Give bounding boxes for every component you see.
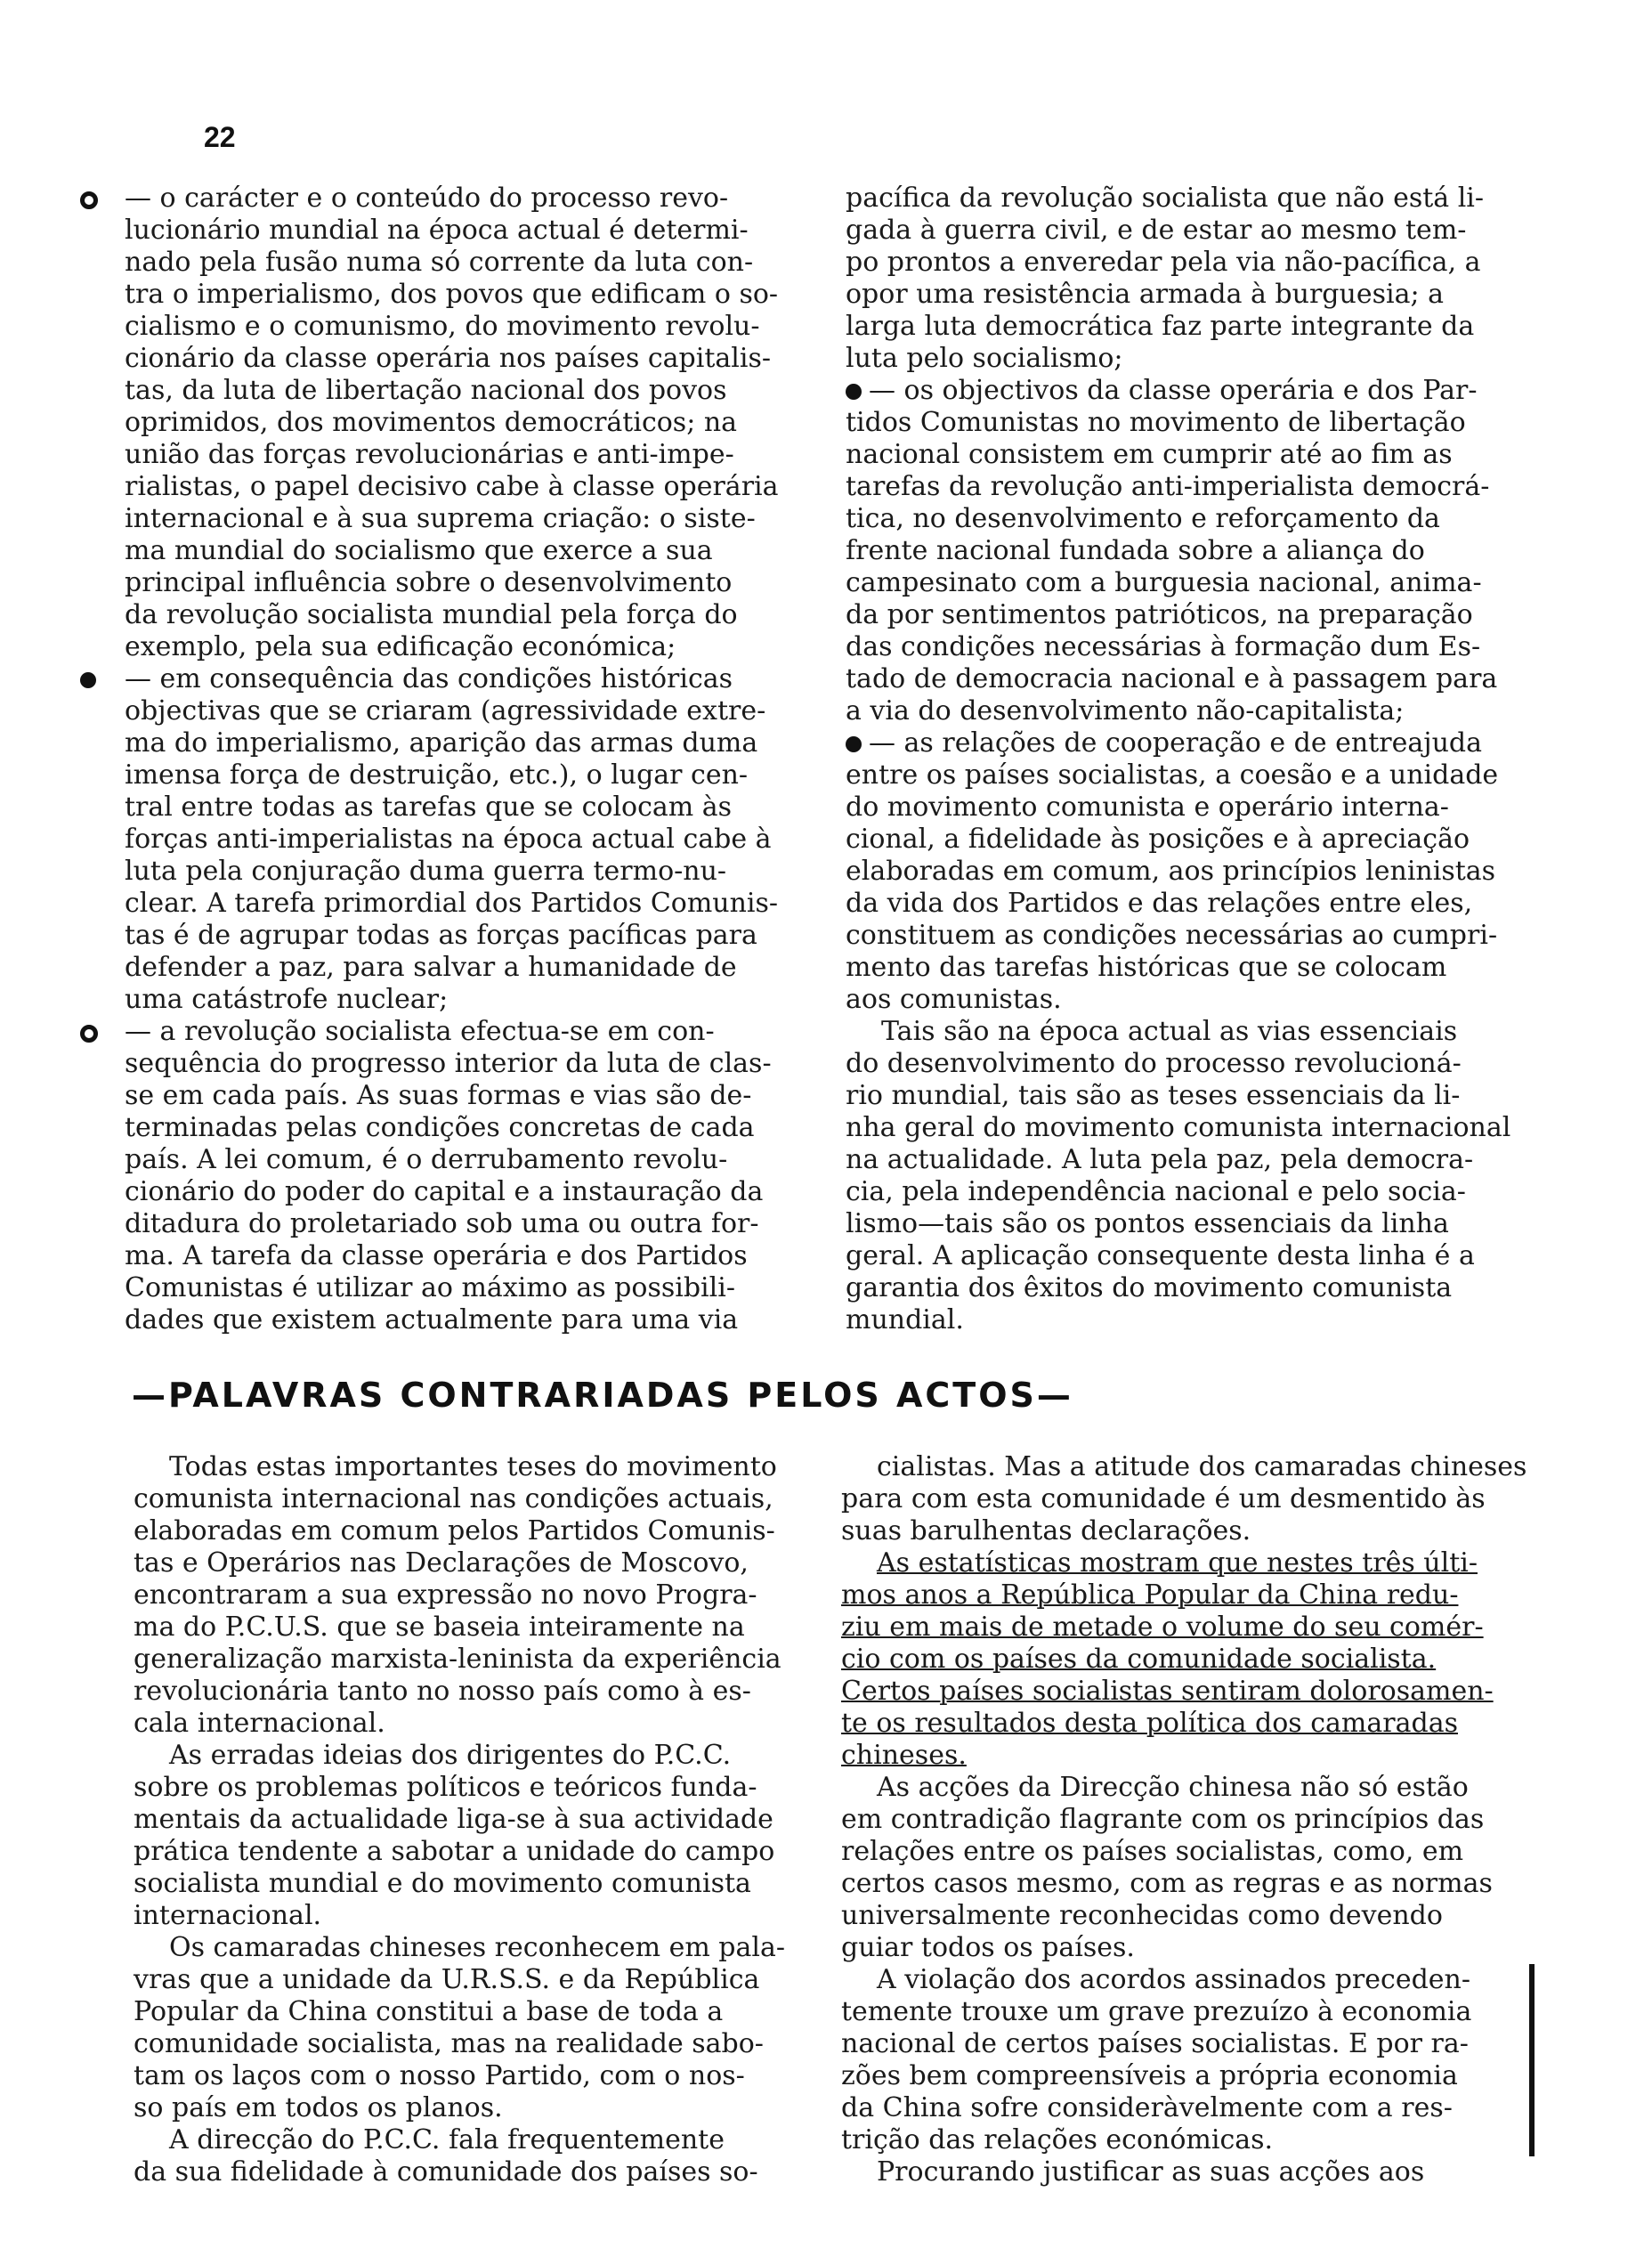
text-line: mundial. <box>846 1304 964 1335</box>
text-line <box>846 375 1522 407</box>
text-line: comunidade socialista, mas na realidade sabo- <box>134 2028 764 2059</box>
top-right-column <box>846 183 1522 1336</box>
text-line: forças anti-imperialistas na época actual cabe à <box>125 824 772 855</box>
text-line: exemplo, pela sua edificação económica; <box>125 631 676 662</box>
text-line: cia, pela independência nacional e pelo socia- <box>846 1176 1466 1207</box>
text-line: rio mundial, tais são as teses essenciais da li- <box>846 1080 1461 1111</box>
text-line: generalização marxista-leninista da experiência <box>134 1644 781 1675</box>
text-line: Tais são na época actual as vias essenciais <box>881 1016 1458 1047</box>
text-line: tra o imperialismo, dos povos que edificam o so- <box>125 279 779 310</box>
text-line: tas é de agrupar todas as forças pacíficas para <box>125 920 757 951</box>
text-line: sobre os problemas políticos e teóricos funda- <box>134 1772 757 1803</box>
text-line-content: — os objectivos da classe operária e dos Par- <box>869 375 1478 406</box>
text-line: certos casos mesmo, com as regras e as normas <box>841 1868 1493 1899</box>
text-line: elaboradas em comum, aos princípios leninistas <box>846 856 1496 887</box>
text-line: nado pela fusão numa só corrente da luta con- <box>125 247 754 278</box>
text-line: lucionário mundial na época actual é determi- <box>125 215 749 246</box>
text-line: cialismo e o comunismo, do movimento revolu- <box>125 311 760 342</box>
text-line: prática tendente a sabotar a unidade do campo <box>134 1836 775 1867</box>
text-line: país. A lei comum, é o derrubamento revolu- <box>125 1144 728 1175</box>
text-line: geral. A aplicação consequente desta linha é a <box>846 1240 1475 1271</box>
text-line: cala internacional. <box>134 1708 385 1739</box>
paragraph <box>841 1547 1522 1772</box>
text-line: ma do imperialismo, aparição das armas duma <box>125 727 758 759</box>
text-line: cional, a fidelidade às posições e à apreciação <box>846 824 1470 855</box>
paragraph <box>841 1964 1522 2156</box>
paragraph <box>134 2124 810 2188</box>
bullet-icon <box>80 191 98 209</box>
bottom-right-column <box>841 1451 1527 2188</box>
text-line: ma mundial do socialismo que exerce a sua <box>125 535 713 566</box>
text-line: tral entre todas as tarefas que se colocam às <box>125 792 733 823</box>
text-line: luta pela conjuração duma guerra termo-nu- <box>125 856 727 887</box>
text-line: larga luta democrática faz parte integrante da <box>846 311 1475 342</box>
text-line: comunista internacional nas condições actuais, <box>134 1483 773 1514</box>
text-line: da sua fidelidade à comunidade dos países so- <box>134 2156 758 2188</box>
bottom-left-column <box>134 1451 810 2188</box>
top-left-column <box>125 183 819 1336</box>
text-line: oprimidos, dos movimentos democráticos; na <box>125 407 738 438</box>
text-line: da vida dos Partidos e das relações entre eles, <box>846 888 1473 919</box>
text-line-content: — em consequência das condições históricas <box>125 663 733 694</box>
text-line: da por sentimentos patrióticos, na preparação <box>846 599 1473 630</box>
text-line: relações entre os países socialistas, como, em <box>841 1836 1464 1867</box>
text-line: se em cada país. As suas formas e vias são de- <box>125 1080 752 1111</box>
text-line: A direcção do P.C.C. fala frequentemente <box>169 2124 725 2155</box>
text-line: objectivas que se criaram (agressividade extre- <box>125 695 766 727</box>
text-line: das condições necessárias à formação dum Es- <box>846 631 1481 662</box>
text-line: internacional. <box>134 1900 322 1931</box>
text-line: temente trouxe um grave prezuízo à economia <box>841 1996 1472 2027</box>
text-line: universalmente reconhecidas como devendo <box>841 1900 1443 1931</box>
text-line: gada à guerra civil, e de estar ao mesmo tem- <box>846 215 1467 246</box>
text-line: frente nacional fundada sobre a aliança do <box>846 535 1425 566</box>
paragraph <box>841 1772 1522 1964</box>
text-line: mos anos a República Popular da China redu- <box>841 1579 1459 1611</box>
text-line: cialistas. Mas a atitude dos camaradas chineses <box>877 1451 1527 1482</box>
text-line: constituem as condições necessárias ao cumpri- <box>846 920 1498 951</box>
text-line: da revolução socialista mundial pela força do <box>125 599 738 630</box>
paragraph <box>134 1451 810 1740</box>
text-line: tarefas da revolução anti-imperialista democrá- <box>846 471 1490 502</box>
paragraph <box>841 1451 1527 1547</box>
text-line: garantia dos êxitos do movimento comunista <box>846 1272 1453 1303</box>
text-line: internacional e à sua suprema criação: o siste- <box>125 503 756 534</box>
text-line: socialista mundial e do movimento comunista <box>134 1868 751 1899</box>
text-line: tam os laços com o nosso Partido, com o nos- <box>134 2060 745 2091</box>
text-line: Comunistas é utilizar ao máximo as possibili- <box>125 1272 735 1303</box>
text-line: As estatísticas mostram que nestes três últi- <box>877 1547 1478 1579</box>
text-line: mentais da actualidade liga-se à sua actividade <box>134 1804 773 1835</box>
text-line-content: — as relações de cooperação e de entreajuda <box>869 727 1482 759</box>
text-line <box>125 183 819 215</box>
text-line: defender a paz, para salvar a humanidade de <box>125 952 737 983</box>
paragraph <box>846 727 1522 1016</box>
text-line: a via do desenvolvimento não-capitalista; <box>846 695 1405 727</box>
text-line: uma catástrofe nuclear; <box>125 984 449 1015</box>
text-line: cio com os países da comunidade socialista. <box>841 1644 1437 1675</box>
text-line: cionário da classe operária nos países capitalis- <box>125 343 772 374</box>
text-line: opor uma resistência armada à burguesia; a <box>846 279 1444 310</box>
paragraph <box>134 1932 810 2124</box>
bullet-icon <box>80 1025 98 1043</box>
paragraph <box>846 1016 1522 1336</box>
text-line: so país em todos os planos. <box>134 2092 503 2123</box>
text-line: clear. A tarefa primordial dos Partidos Comunis- <box>125 888 779 919</box>
text-line: Popular da China constitui a base de toda a <box>134 1996 724 2027</box>
text-line: ziu em mais de metade o volume do seu comér- <box>841 1611 1484 1643</box>
text-line: nacional consistem em cumprir até ao fim as <box>846 439 1453 470</box>
text-line-content: — o carácter e o conteúdo do processo revo- <box>125 183 729 214</box>
text-line: entre os países socialistas, a coesão e a unidade <box>846 759 1499 791</box>
text-line-content: — a revolução socialista efectua-se em con- <box>125 1016 715 1047</box>
text-line: principal influência sobre o desenvolvimento <box>125 567 733 598</box>
text-line: do movimento comunista e operário interna- <box>846 792 1449 823</box>
bullet-icon <box>846 384 862 400</box>
paragraph <box>125 183 819 663</box>
page-number: 22 <box>204 121 236 153</box>
text-line: união das forças revolucionárias e anti-impe- <box>125 439 734 470</box>
bullet-icon <box>80 672 96 688</box>
text-line: ma. A tarefa da classe operária e dos Partidos <box>125 1240 748 1271</box>
text-line: tas e Operários nas Declarações de Moscovo, <box>134 1547 749 1579</box>
paragraph <box>841 2156 1522 2188</box>
text-line: cionário do poder do capital e a instauração da <box>125 1176 764 1207</box>
text-line: tado de democracia nacional e à passagem para <box>846 663 1498 694</box>
text-line <box>125 1016 819 1048</box>
text-line: rialistas, o papel decisivo cabe à classe operária <box>125 471 779 502</box>
text-line: luta pelo socialismo; <box>846 343 1123 374</box>
text-line: lismo—tais são os pontos essenciais da linha <box>846 1208 1449 1239</box>
text-line: na actualidade. A luta pela paz, pela democra- <box>846 1144 1474 1175</box>
text-line: tidos Comunistas no movimento de libertação <box>846 407 1466 438</box>
text-line: para com esta comunidade é um desmentido às <box>841 1483 1486 1514</box>
text-line: imensa força de destruição, etc.), o lugar cen- <box>125 759 749 791</box>
text-line: sequência do progresso interior da luta de clas- <box>125 1048 772 1079</box>
text-line: As acções da Direcção chinesa não só estão <box>877 1772 1469 1803</box>
text-line: vras que a unidade da U.R.S.S. e da República <box>134 1964 760 1995</box>
text-line: Os camaradas chineses reconhecem em pala- <box>169 1932 786 1963</box>
text-line: chineses. <box>841 1740 967 1771</box>
text-line: Todas estas importantes teses do movimento <box>169 1451 777 1482</box>
paragraph <box>134 1740 810 1932</box>
text-line: mento das tarefas históricas que se colocam <box>846 952 1447 983</box>
bullet-icon <box>846 736 862 752</box>
text-line: te os resultados desta política dos camaradas <box>841 1708 1458 1739</box>
text-line: revolucionária tanto no nosso país como à es- <box>134 1676 751 1707</box>
text-line: A violação dos acordos assinados preceden- <box>877 1964 1471 1995</box>
text-line: Certos países socialistas sentiram dolorosamen- <box>841 1676 1494 1707</box>
text-line <box>846 727 1522 759</box>
text-line: tica, no desenvolvimento e reforçamento da <box>846 503 1440 534</box>
text-line: Procurando justificar as suas acções aos <box>877 2156 1425 2188</box>
text-line: zões bem compreensíveis a própria economia <box>841 2060 1458 2091</box>
text-line: guiar todos os países. <box>841 1932 1135 1963</box>
text-line: nacional de certos países socialistas. E por ra- <box>841 2028 1469 2059</box>
paragraph <box>846 375 1522 727</box>
text-line: trição das relações económicas. <box>841 2124 1274 2155</box>
paragraph <box>125 663 819 1016</box>
text-line <box>125 663 819 695</box>
text-line: pacífica da revolução socialista que não está li- <box>846 183 1485 214</box>
text-line: nha geral do movimento comunista internacional <box>846 1112 1511 1143</box>
text-line: ma do P.C.U.S. que se baseia inteiramente na <box>134 1611 745 1643</box>
text-line: campesinato com a burguesia nacional, anima- <box>846 567 1482 598</box>
text-line: do desenvolvimento do processo revolucioná- <box>846 1048 1462 1079</box>
section-title: —PALAVRAS CONTRARIADAS PELOS ACTOS— <box>132 1376 1073 1415</box>
text-line: da China sofre consideràvelmente com a res- <box>841 2092 1453 2123</box>
text-line: tas, da luta de libertação nacional dos povos <box>125 375 727 406</box>
text-line: ditadura do proletariado sob uma ou outra for- <box>125 1208 759 1239</box>
text-line: em contradição flagrante com os princípios das <box>841 1804 1485 1835</box>
paragraph <box>846 183 1522 375</box>
text-line: encontraram a sua expressão no novo Progra- <box>134 1579 757 1611</box>
text-line: po prontos a enveredar pela via não-pacífica, a <box>846 247 1481 278</box>
text-line: terminadas pelas condições concretas de cada <box>125 1112 755 1143</box>
text-line: suas barulhentas declarações. <box>841 1515 1251 1547</box>
text-line: dades que existem actualmente para uma via <box>125 1304 739 1335</box>
text-line: aos comunistas. <box>846 984 1062 1015</box>
text-line: elaboradas em comum pelos Partidos Comunis- <box>134 1515 775 1547</box>
text-line: As erradas ideias dos dirigentes do P.C.C. <box>169 1740 732 1771</box>
paragraph <box>125 1016 819 1336</box>
